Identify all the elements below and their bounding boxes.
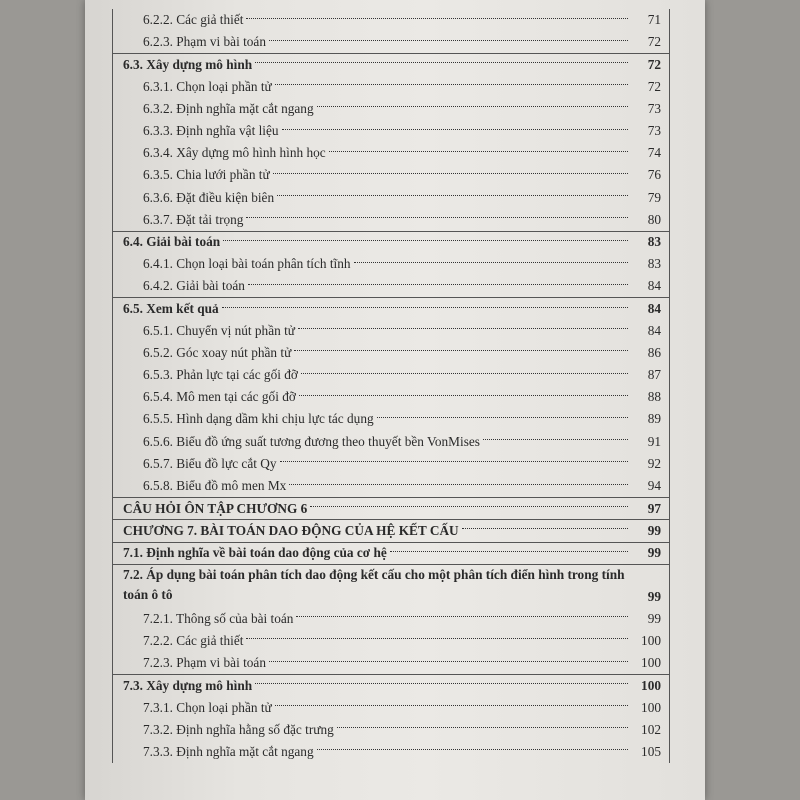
dot-leader [275, 705, 628, 706]
dot-leader [255, 62, 628, 63]
dot-leader [329, 151, 628, 152]
dot-leader [301, 373, 628, 374]
toc-entry-title: 6.2.2. Các giả thiết [143, 12, 244, 28]
toc-entry [113, 386, 669, 408]
toc-page-number: 94 [647, 478, 661, 494]
dot-leader [354, 262, 628, 263]
toc-entry-title: 6.5.6. Biểu đồ ứng suất tương đương theo thuyết bền VonMises [143, 433, 480, 449]
toc-page-number: 72 [647, 78, 661, 94]
toc-entry-title: 7.2. Áp dụng bài toán phân tích dao động kết cấu cho một phân tích điển hình trong tính toán ô tô [123, 566, 625, 602]
toc-page-number: 74 [647, 145, 661, 161]
toc-entry [113, 120, 669, 142]
toc-entry-title: 6.4.1. Chọn loại bài toán phân tích tĩnh [143, 256, 351, 272]
dot-leader [277, 195, 628, 196]
dot-leader [296, 616, 628, 617]
toc-entry-title: 6.5.8. Biểu đồ mô men Mx [143, 478, 287, 494]
toc-entry-title: 6.3. Xây dựng mô hình [123, 56, 253, 72]
toc-entry [113, 564, 669, 608]
dot-leader [317, 749, 628, 750]
toc-page-number: 99 [647, 588, 661, 604]
toc-entry-title: CHƯƠNG 7. BÀI TOÁN DAO ĐỘNG CỦA HỆ KẾT CẤU [123, 522, 459, 538]
toc-entry-title: 6.5.3. Phản lực tại các gối đỡ [143, 367, 298, 383]
toc-entry-title: 6.5.7. Biểu đồ lực cắt Qy [143, 455, 277, 471]
toc-entry [113, 231, 669, 253]
toc-page-number: 100 [641, 677, 661, 693]
toc-entry [113, 253, 669, 275]
toc-page-number: 86 [647, 344, 661, 360]
toc-page-number: 105 [641, 743, 661, 759]
toc-entry-title: 7.2.3. Phạm vi bài toán [143, 655, 266, 671]
toc-page-number: 102 [641, 721, 661, 737]
toc-entry [113, 342, 669, 364]
toc-page-number: 89 [647, 411, 661, 427]
toc-page-number: 100 [641, 632, 661, 648]
toc-entry-title: 6.5. Xem kết quả [123, 301, 219, 317]
toc-entry-title: 7.2.2. Các giả thiết [143, 632, 244, 648]
toc-entry [113, 674, 669, 696]
dot-leader [483, 439, 628, 440]
toc-entry-title: 7.3. Xây dựng mô hình [123, 677, 253, 693]
toc-entry [113, 164, 669, 186]
toc-entry-title: 6.5.4. Mô men tại các gối đỡ [143, 389, 296, 405]
dot-leader [273, 173, 628, 174]
toc-page-number: 83 [647, 256, 661, 272]
toc-entry [113, 630, 669, 652]
toc-entry [113, 53, 669, 75]
toc-entry [113, 76, 669, 98]
toc-page-number: 76 [647, 167, 661, 183]
toc-page-number: 79 [647, 189, 661, 205]
toc-page-number: 87 [647, 367, 661, 383]
dot-leader [275, 84, 628, 85]
dot-leader [223, 240, 628, 241]
toc-entry-title: 6.3.3. Định nghĩa vật liệu [143, 123, 279, 139]
dot-leader [390, 551, 628, 552]
toc-entry [113, 98, 669, 120]
dot-leader [310, 506, 628, 507]
toc-page-number: 100 [641, 699, 661, 715]
toc-entry [113, 275, 669, 297]
dot-leader [377, 417, 628, 418]
toc-entry [113, 364, 669, 386]
toc-entry [113, 542, 669, 564]
dot-leader [282, 129, 628, 130]
dot-leader [280, 461, 628, 462]
toc-entry [113, 320, 669, 342]
dot-leader [269, 661, 628, 662]
toc-entry-title: 6.2.3. Phạm vi bài toán [143, 34, 266, 50]
toc-entry-title: 6.3.2. Định nghĩa mặt cắt ngang [143, 100, 314, 116]
toc-entry [113, 408, 669, 430]
toc-entry-title: 6.3.1. Chọn loại phần tử [143, 78, 272, 94]
toc-page-number: 84 [647, 278, 661, 294]
toc-page-number: 99 [647, 522, 661, 538]
toc-entry [113, 431, 669, 453]
toc-entry-title: CÂU HỎI ÔN TẬP CHƯƠNG 6 [123, 500, 308, 516]
dot-leader [298, 328, 628, 329]
toc-entry-title: 7.2.1. Thông số của bài toán [143, 610, 294, 626]
toc-entry-title: 6.3.5. Chia lưới phần tử [143, 167, 270, 183]
toc-page-number: 92 [647, 455, 661, 471]
toc-page-number: 97 [647, 500, 661, 516]
dot-leader [246, 638, 628, 639]
toc-entry [113, 719, 669, 741]
table-of-contents [112, 9, 670, 763]
toc-entry [113, 209, 669, 231]
toc-entry [113, 142, 669, 164]
toc-entry-title: 7.3.2. Định nghĩa hằng số đặc trưng [143, 721, 334, 737]
toc-entry [113, 519, 669, 541]
toc-entry [113, 497, 669, 519]
dot-leader [246, 18, 628, 19]
toc-entry-title: 7.3.1. Chọn loại phần tử [143, 699, 272, 715]
dot-leader [222, 307, 628, 308]
toc-page-number: 72 [647, 34, 661, 50]
toc-entry-title: 6.5.2. Góc xoay nút phần tử [143, 344, 292, 360]
toc-page-number: 84 [647, 322, 661, 338]
dot-leader [299, 395, 628, 396]
toc-entry [113, 297, 669, 319]
dot-leader [294, 350, 628, 351]
toc-entry [113, 187, 669, 209]
toc-page-number: 80 [647, 211, 661, 227]
toc-page-number: 73 [647, 100, 661, 116]
toc-entry-title: 6.3.4. Xây dựng mô hình hình học [143, 145, 326, 161]
toc-page-number: 72 [647, 56, 661, 72]
toc-page-number: 100 [641, 655, 661, 671]
dot-leader [269, 40, 628, 41]
dot-leader [255, 683, 628, 684]
toc-entry [113, 741, 669, 763]
toc-page-number: 91 [647, 433, 661, 449]
toc-entry-title: 6.3.7. Đặt tải trọng [143, 211, 244, 227]
toc-entry [113, 696, 669, 718]
toc-page-number: 99 [647, 610, 661, 626]
toc-entry-title: 7.3.3. Định nghĩa mặt cắt ngang [143, 743, 314, 759]
toc-entry [113, 608, 669, 630]
toc-page-number: 71 [647, 12, 661, 28]
dot-leader [289, 484, 628, 485]
toc-page-number: 83 [647, 234, 661, 250]
dot-leader [317, 106, 628, 107]
dot-leader [248, 284, 628, 285]
toc-page-number: 84 [647, 301, 661, 317]
toc-entry [113, 453, 669, 475]
toc-entry [113, 475, 669, 497]
toc-page-number: 99 [647, 545, 661, 561]
toc-entry-title: 6.4.2. Giải bài toán [143, 278, 245, 294]
toc-entry-title: 6.4. Giải bài toán [123, 234, 221, 250]
toc-entry-title: 6.5.5. Hình dạng dầm khi chịu lực tác dụng [143, 411, 374, 427]
toc-page-number: 73 [647, 123, 661, 139]
toc-entry-title: 7.1. Định nghĩa về bài toán dao động của cơ hệ [123, 545, 387, 561]
dot-leader [462, 528, 628, 529]
dot-leader [246, 217, 628, 218]
toc-entry [113, 652, 669, 674]
toc-page-number: 88 [647, 389, 661, 405]
toc-entry [113, 31, 669, 53]
toc-entry-title: 6.3.6. Đặt điều kiện biên [143, 189, 275, 205]
toc-entry-title: 6.5.1. Chuyển vị nút phần tử [143, 322, 295, 338]
toc-entry [113, 9, 669, 31]
dot-leader [337, 727, 628, 728]
